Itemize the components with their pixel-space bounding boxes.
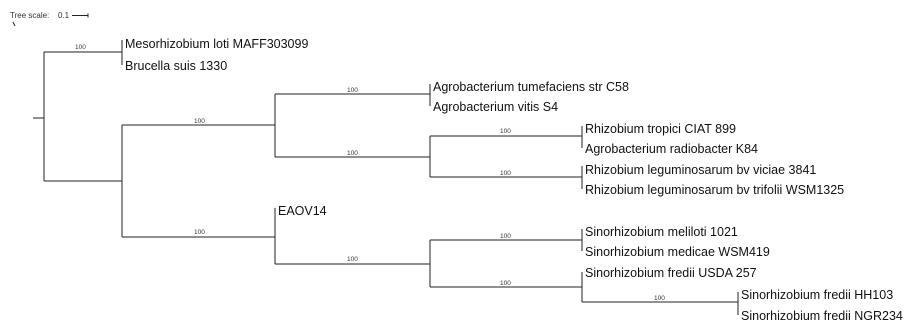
leaf-label: Sinorhizobium fredii HH103 (741, 288, 894, 302)
leaf-label: Mesorhizobium loti MAFF303099 (125, 37, 309, 51)
support-value: 100 (347, 87, 358, 94)
support-value: 100 (194, 118, 205, 125)
leaf-label: Rhizobium leguminosarum bv trifolii WSM1325 (585, 183, 845, 197)
support-value: 100 (500, 280, 511, 287)
leaf-label: Rhizobium tropici CIAT 899 (585, 122, 736, 136)
support-value: 100 (194, 229, 205, 236)
support-value: 100 (654, 295, 665, 302)
support-value: 100 (500, 170, 511, 177)
leaf-label: Agrobacterium vitis S4 (433, 100, 559, 114)
tree-scale-value: 0.1 (58, 11, 70, 20)
leaf-label: Sinorhizobium fredii USDA 257 (585, 266, 757, 280)
leaf-label: Sinorhizobium medicae WSM419 (585, 245, 770, 259)
leaf-label: Brucella suis 1330 (125, 59, 228, 73)
support-value: 100 (347, 150, 358, 157)
support-value: 100 (500, 128, 511, 135)
tree-scale (10, 11, 88, 26)
leaf-label: Agrobacterium tumefaciens str C58 (433, 80, 629, 94)
leaf-label: EAOV14 (278, 204, 327, 218)
leaf-label: Rhizobium leguminosarum bv viciae 3841 (585, 163, 817, 177)
tree-scale-mark (13, 22, 15, 26)
support-value: 100 (347, 256, 358, 263)
support-value: 100 (500, 233, 511, 240)
support-value: 100 (75, 44, 86, 51)
leaf-label: Sinorhizobium fredii NGR234 (741, 309, 903, 323)
leaf-labels (125, 37, 903, 323)
leaf-label: Sinorhizobium meliloti 1021 (585, 225, 738, 239)
leaf-label: Agrobacterium radiobacter K84 (585, 142, 759, 156)
tree-scale-label: Tree scale: (10, 11, 50, 20)
